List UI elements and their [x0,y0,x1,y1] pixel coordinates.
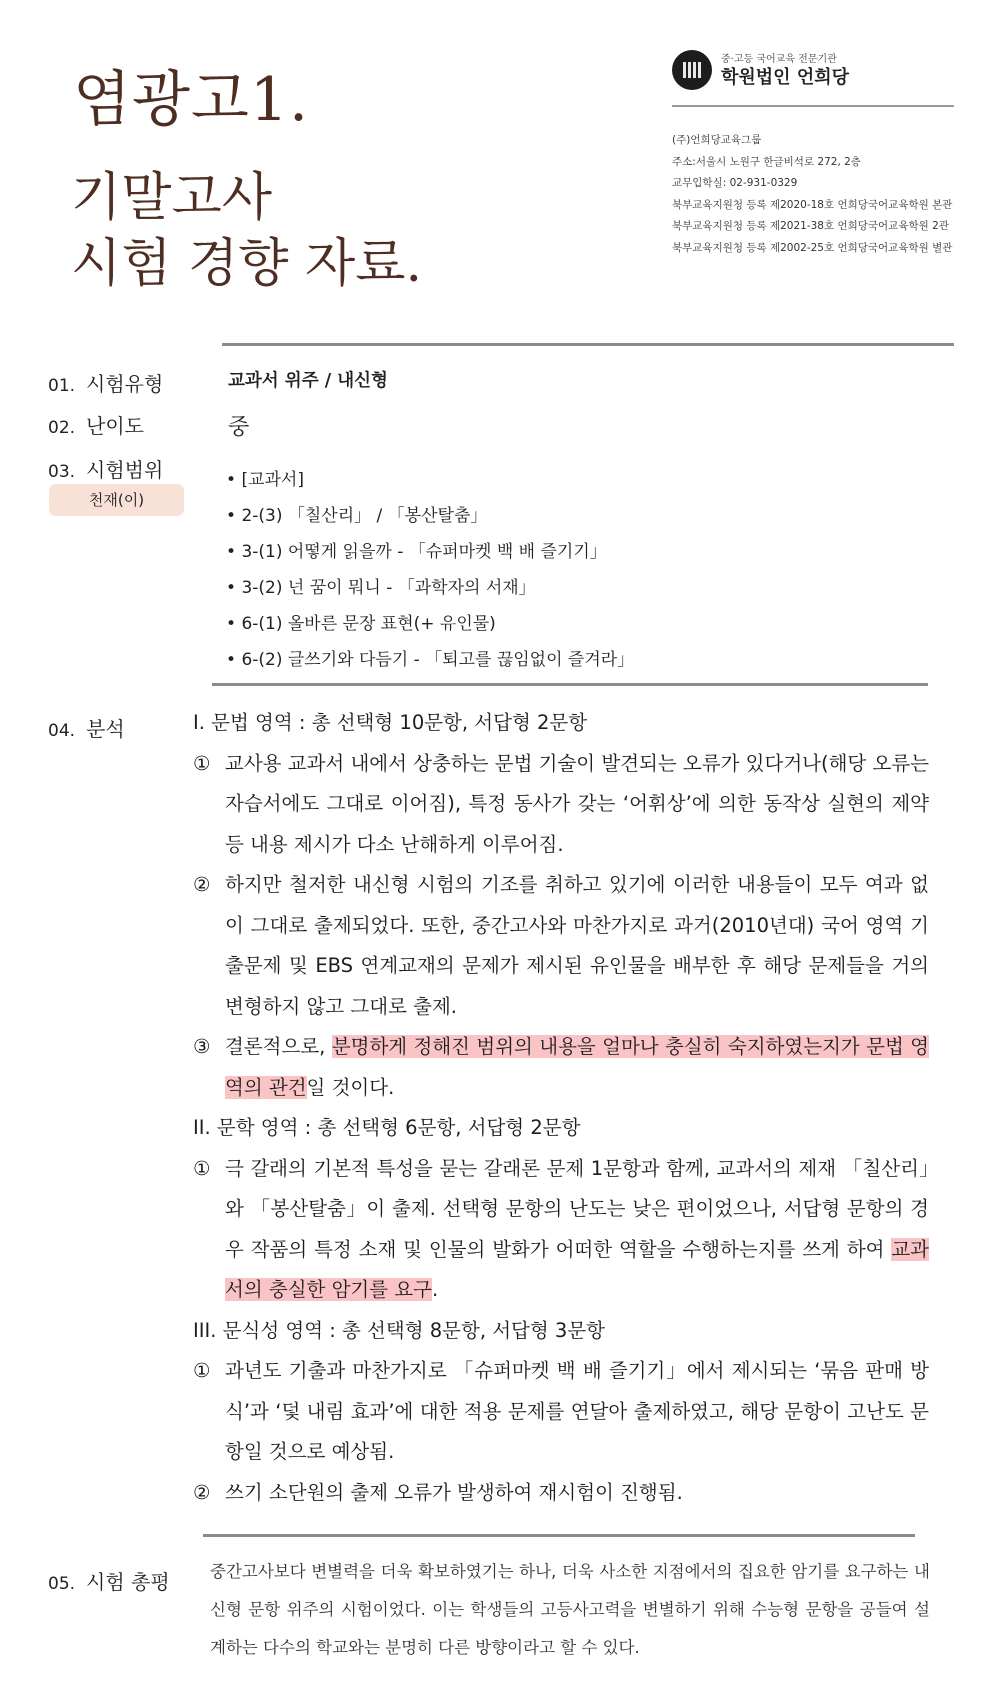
label-analysis [48,713,125,742]
page-title: 염광고1. [73,65,310,135]
exam-type-value: 교과서 위주 / 내신형 [228,371,388,391]
divider-3 [203,1534,915,1537]
info-line: 북부교육지원청 등록 제2021-38호 언희당국어교육학원 2관 [672,220,949,232]
label-review [48,1566,170,1595]
academy-info [672,130,952,259]
info-line: (주)언희당교육그룹 [672,134,762,146]
divider-2 [212,683,928,686]
scope-item: • 3-(1) 어떻게 읽을까 - 「슈퍼마켓 백 배 즐기기」 [226,534,634,570]
section-number: 05. [48,1574,76,1594]
review-text: 중간고사보다 변별력을 더욱 확보하였기는 하나, 더욱 사소한 지점에서의 집요한 암기를 요구하는 내신형 문항 위주의 시험이었다. 이는 학생들의 고등사고력을 변별하기 위해 수능형 문항을 공들여 설계하는 다수의 학교와는 분명히 다른 방향이라고 할 수 있다. [210,1562,930,1657]
scope-item: • 3-(2) 넌 꿈이 뭐니 - 「과학자의 서재」 [226,570,634,606]
label-difficulty [48,410,144,439]
analysis-body [193,703,929,1513]
section-number: 03. [48,462,76,482]
header-divider [672,105,954,107]
highlight: 교과서의 충실한 암기를 요구 [225,1237,929,1301]
scope-item: • 6-(1) 올바른 문장 표현(+ 유인물) [226,606,634,642]
highlight: 분명하게 정해진 범위의 내용을 얼마나 충실히 숙지하였는지가 문법 영역의 관건 [225,1035,929,1099]
scope-item: • 2-(3) 「칠산리」 / 「봉산탈춤」 [226,498,634,534]
logo-name: 학원법인 언희당 [721,67,849,88]
academy-logo-icon [672,50,712,90]
literature-point-1: ① 극 갈래의 기본적 특성을 묻는 갈래론 문제 1문항과 함께, 교과서의 제재 「칠산리」와 「봉산탈춤」이 출제. 선택형 문항의 난도는 낮은 편이었으나, 서답형 문항의 경우 작품의 특정 소재 및 인물의 발화가 어떠한 역할을 수행하는지를 쓰게 하여 교과서의 충실한 암기를 요구. [193,1149,929,1311]
section-number: 02. [48,418,76,438]
label-scope [48,454,163,483]
section-label: 시험유형 [86,372,164,396]
scope-list [226,462,634,678]
info-line: 북부교육지원청 등록 제2002-25호 언희당국어교육학원 별관 [672,241,953,254]
circled-number: ② [193,873,211,896]
circled-number: ① [193,1359,211,1382]
logo-subtitle: 중·고등 국어교육 전문기관 [721,54,837,65]
circled-number: ② [193,1480,211,1504]
section-label: 시험범위 [86,458,164,482]
subtitle-line-1: 기말고사 [71,168,272,228]
label-exam-type [48,368,163,397]
section-label: 시험 총평 [86,1570,170,1594]
circled-number: ① [193,751,211,775]
circled-number: ③ [193,1035,211,1058]
scope-item: • 6-(2) 글쓰기와 다듬기 - 「퇴고를 끊임없이 즐겨라」 [226,642,634,678]
grammar-point-3: ③ 결론적으로, 분명하게 정해진 범위의 내용을 얼마나 충실히 숙지하였는지가 문법 영역의 관건일 것이다. [193,1027,929,1108]
subtitle-line-2: 시험 경향 자료. [71,234,422,294]
circled-number: ① [193,1156,211,1180]
difficulty-value: 중 [228,415,250,440]
divider-1 [222,343,954,346]
info-line: 주소:서울시 노원구 한글비석로 272, 2층 [672,155,861,168]
grammar-point-2: ② 하지만 철저한 내신형 시험의 기조를 취하고 있기에 이러한 내용들이 모두 여과 없이 그대로 출제되었다. 또한, 중간고사와 마찬가지로 과거(2010년대) 국어 영역 기출문제 및 EBS 연계교재의 문제가 제시된 유인물을 배부한 후 해당 문제들을 거의 변형하지 않고 그대로 출제. [193,865,929,1027]
section-number: 01. [48,376,76,396]
literacy-point-2: ② 쓰기 소단원의 출제 오류가 발생하여 재시험이 진행됨. [193,1473,929,1514]
scope-item: • [교과서] [226,462,634,498]
publisher-badge: 천재(이) [49,484,184,516]
grammar-heading: I. 문법 영역 : 총 선택형 10문항, 서답형 2문항 [193,711,588,734]
literacy-heading: III. 문식성 영역 : 총 선택형 8문항, 서답형 3문항 [193,1318,606,1342]
section-number: 04. [48,721,76,741]
literature-heading: II. 문학 영역 : 총 선택형 6문항, 서답형 2문항 [193,1116,581,1139]
section-label: 난이도 [86,414,144,438]
info-line: 북부교육지원청 등록 제2020-18호 언희당국어교육학원 본관 [672,198,953,211]
page-subtitle [71,165,422,297]
info-line: 교무입학실: 02-931-0329 [672,177,798,189]
section-label: 분석 [86,717,125,741]
grammar-point-1: ① 교사용 교과서 내에서 상충하는 문법 기술이 발견되는 오류가 있다거나(해당 오류는 자습서에도 그대로 이어짐), 특정 동사가 갖는 ‘어휘상’에 의한 동작상 실현의 제약 등 내용 제시가 다소 난해하게 이루어짐. [193,744,929,866]
literacy-point-1: ① 과년도 기출과 마찬가지로 「슈퍼마켓 백 배 즐기기」에서 제시되는 ‘묶음 판매 방식’과 ‘덫 내림 효과’에 대한 적용 문제를 연달아 출제하였고, 해당 문항이 고난도 문항일 것으로 예상됨. [193,1351,929,1473]
